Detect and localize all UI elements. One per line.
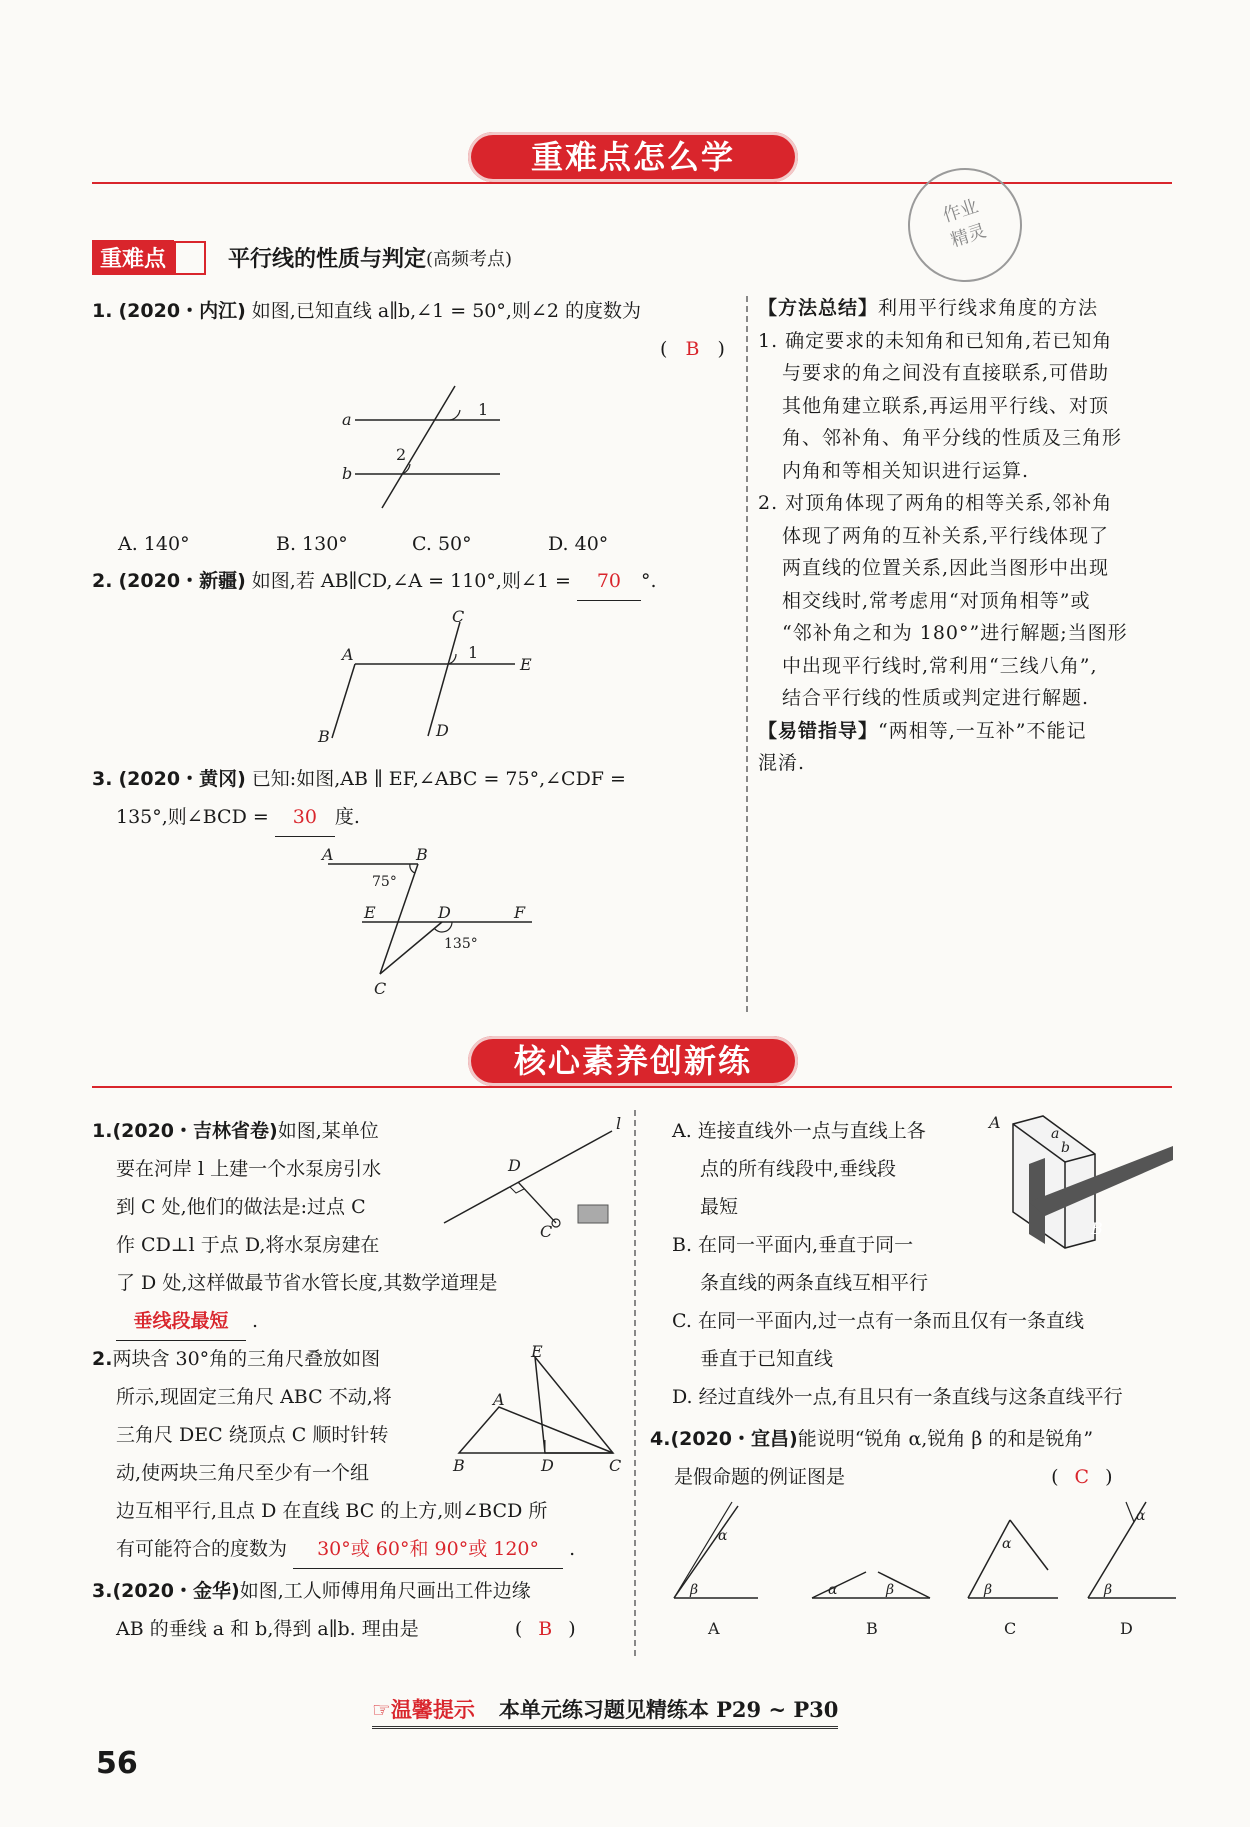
fig-opt-beta: β [1104, 1582, 1113, 1598]
fig-tri-e: E [531, 1345, 543, 1361]
p23-source: (2020・金华) [112, 1580, 240, 1602]
p22-num: 2. [92, 1348, 113, 1370]
fig3-ang2: 135° [444, 936, 478, 952]
fig-tri-d: D [541, 1456, 554, 1475]
p23-text2: AB 的垂线 a 和 b,得到 a∥b. 理由是 [116, 1618, 419, 1640]
problem1-option-b: B. 130° [276, 533, 348, 555]
problem1-option-d: D. 40° [548, 533, 609, 555]
fig-opt-label: D [1120, 1619, 1133, 1638]
figure-angle-options [668, 1498, 1178, 1648]
p23-option-line: A. 连接直线外一点与直线上各 [672, 1120, 926, 1142]
method-line: 两直线的位置关系,因此当图形中出现 [782, 557, 1110, 579]
fig2-c: C [452, 608, 465, 626]
p24-answer-wrap: ( C ) [1051, 1466, 1113, 1488]
p22-line: 两块含 30°角的三角尺叠放如图 [112, 1348, 381, 1370]
fig-opt-alpha: α [718, 1528, 728, 1544]
figure-parallel-ab [330, 380, 530, 510]
figure-square-ruler [985, 1112, 1175, 1272]
method-head-line [758, 292, 1178, 325]
p21-line: 作 CD⊥l 于点 D,将水泵房建在 [116, 1234, 380, 1256]
problem1-source: (2020・内江) [118, 300, 246, 322]
problem3-unit: 度. [334, 806, 360, 828]
page-number: 56 [96, 1746, 138, 1781]
topic-header [92, 240, 512, 275]
fig3-c: C [374, 979, 387, 998]
fig-opt-beta: β [886, 1582, 895, 1598]
section1-rule [92, 182, 1172, 184]
p24-text2: 是假命题的例证图是 [674, 1466, 846, 1488]
problem2-3 [92, 1572, 632, 1648]
p24-source: (2020・宜昌) [670, 1428, 798, 1450]
fig-sq-sb: b [1061, 1140, 1070, 1156]
figure-abc [310, 844, 540, 1004]
p24-num: 4. [650, 1428, 671, 1450]
p21-source: (2020・吉林省卷) [112, 1120, 278, 1142]
fig2-e: E [520, 655, 532, 674]
method-line: 2. 对顶角体现了两角的相等关系,邻补角 [758, 492, 1113, 514]
fig-opt-label: A [708, 1619, 720, 1638]
tip-label: 温馨提示 [390, 1698, 475, 1722]
problem1-options [118, 525, 718, 563]
p21-line: 要在河岸 l 上建一个水泵房引水 [116, 1158, 382, 1180]
problem2-4 [650, 1420, 1180, 1496]
problem3-num: 3. [92, 768, 113, 790]
tip-text: 本单元练习题见精练本 P29 ~ P30 [498, 1697, 839, 1722]
fig3-d: D [438, 903, 451, 922]
topic-title: 平行线的性质与判定 [228, 247, 427, 272]
p23-text: 如图,工人师傅用角尺画出工件边缘 [239, 1580, 531, 1602]
fig-river-c: C [540, 1222, 553, 1241]
fig1-one: 1 [478, 400, 489, 419]
p22-line: 边互相平行,且点 D 在直线 BC 的上方,则∠BCD 所 [116, 1500, 548, 1522]
problem2 [92, 562, 732, 601]
fig3-a: A [322, 845, 334, 864]
p23-option-line: 点的所有线段中,垂线段 [700, 1158, 897, 1180]
fig3-f: F [514, 903, 526, 922]
fig-river-l: l [616, 1115, 622, 1133]
fig2-one: 1 [468, 643, 479, 662]
fig2-a: A [342, 645, 354, 664]
p22-line: 所示,现固定三角尺 ABC 不动,将 [116, 1386, 392, 1408]
fig2-b: B [318, 727, 330, 746]
problem1-answer-value: B [685, 338, 700, 360]
method-line: 其他角建立联系,再运用平行线、对顶 [782, 394, 1110, 417]
problem1-text: 如图,已知直线 a∥b,∠1 = 50°,则∠2 的度数为 [251, 300, 641, 322]
method-summary [758, 292, 1178, 780]
section1-banner: 重难点怎么学 [468, 132, 798, 182]
fig-opt-label: C [1004, 1619, 1017, 1638]
method-line: 角、邻补角、角平分线的性质及三角形 [782, 427, 1123, 449]
problem1-option-c: C. 50° [412, 533, 472, 555]
fig1-a: a [342, 410, 352, 429]
column-divider-top [746, 296, 748, 1012]
fig3-b: B [416, 845, 428, 864]
problem2-num: 2. [92, 570, 113, 592]
method-line: 中出现平行线时,常利用“三线八角”, [782, 654, 1098, 677]
error-head: 【易错指导】 [758, 719, 879, 742]
fig1-two: 2 [396, 445, 407, 464]
fig-opt-alpha: α [1136, 1508, 1146, 1524]
p23-num: 3. [92, 1580, 113, 1602]
fig-opt-alpha: α [828, 1582, 838, 1598]
fig-river-d: D [508, 1156, 521, 1175]
topic-badge-box [174, 241, 206, 275]
tip-hand-icon: ☞ [372, 1698, 391, 1722]
p24-answer: C [1074, 1466, 1090, 1488]
problem2-source: (2020・新疆) [118, 570, 246, 592]
method-line: 1. 确定要求的未知角和已知角,若已知角 [758, 329, 1113, 352]
method-line: 内角和等相关知识进行运算. [782, 459, 1030, 482]
problem1-num: 1. [92, 300, 113, 322]
problem3-answer: 30 [275, 798, 335, 837]
p23-option-line: C. 在同一平面内,过一点有一条而且仅有一条直线 [672, 1310, 1084, 1332]
method-head: 【方法总结】 [758, 297, 879, 319]
fig-tri-c: C [609, 1456, 622, 1475]
stamp-line1: 作业 [940, 195, 981, 227]
fig-opt-alpha: α [1002, 1536, 1012, 1552]
p21-line: 到 C 处,他们的做法是:过点 C [116, 1196, 366, 1218]
topic-note: (高频考点) [426, 248, 513, 270]
method-line: “邻补角之和为 180°”进行解题;当图形 [782, 622, 1128, 644]
method-line: 与要求的角之间没有直接联系,可借助 [782, 362, 1110, 384]
problem3-source: (2020・黄冈) [118, 768, 246, 790]
p24-text: 能说明“锐角 α,锐角 β 的和是锐角” [797, 1428, 1094, 1450]
figure-river [440, 1115, 640, 1245]
problem1-option-a: A. 140° [118, 533, 190, 555]
error-text: “两相等,一互补”不能记 [878, 719, 1087, 742]
fig-opt-beta: β [690, 1582, 699, 1598]
fig-opt-beta: β [984, 1582, 993, 1598]
fig-opt-label: B [866, 1619, 878, 1638]
fig-tri-b: B [453, 1456, 465, 1475]
p22-line: 有可能符合的度数为 [116, 1538, 288, 1560]
problem2-1: 1.(2020・吉林省卷)如图,某单位 要在河岸 l 上建一个水泵房引水 到 C 处,他们的做法是:过点 C 作 CD⊥l 于点 D,将水泵房建在 了 D 处,这样做最节省水管长度,其数学道理是 垂线段最短 . [92, 1112, 622, 1341]
p23-option-line: D. 经过直线外一点,有且只有一条直线与这条直线平行 [672, 1386, 1123, 1408]
problem3-text2: 135°,则∠BCD = [116, 806, 269, 828]
method-line: 结合平行线的性质或判定进行解题. [782, 687, 1090, 709]
fig-sq-a: A [989, 1113, 1001, 1132]
topic-badge: 重难点 [92, 240, 174, 275]
problem2-answer: 70 [577, 562, 641, 601]
stamp-line2: 精灵 [948, 220, 989, 252]
fig-sq-sa: a [1051, 1126, 1060, 1142]
problem3-text: 已知:如图,AB ∥ EF,∠ABC = 75°,∠CDF = [251, 768, 626, 790]
method-head-text: 利用平行线求角度的方法 [878, 297, 1099, 319]
fig1-b: b [342, 464, 353, 483]
p21-line: 如图,某单位 [277, 1120, 379, 1142]
p23-option-line: B. 在同一平面内,垂直于同一 [672, 1234, 914, 1256]
error-line [758, 715, 1178, 748]
fig2-d: D [436, 721, 449, 740]
p21-line: 了 D 处,这样做最节省水管长度,其数学道理是 [116, 1272, 498, 1294]
error-line2: 混淆. [758, 752, 806, 774]
problem2-text: 如图,若 AB∥CD,∠A = 110°,则∠1 = [251, 570, 571, 592]
problem2-unit: °. [640, 570, 657, 592]
p23-answer: B [538, 1618, 553, 1640]
method-line: 体现了两角的互补关系,平行线体现了 [782, 524, 1110, 547]
p23-option-line: 垂直于已知直线 [700, 1348, 834, 1370]
section2-banner: 核心素养创新练 [468, 1036, 798, 1086]
section2-rule [92, 1086, 1172, 1088]
p23-option-line: 最短 [700, 1196, 739, 1218]
figure-parallel-cd [310, 608, 540, 748]
footer-tip [372, 1694, 838, 1729]
p22-line: 动,使两块三角尺至少有一个组 [116, 1462, 370, 1484]
problem1 [92, 292, 732, 330]
p23-option-line: 条直线的两条直线互相平行 [700, 1272, 929, 1294]
p22-answer: 30°或 60°和 90°或 120° [293, 1530, 563, 1569]
p23-answer-wrap: ( B ) [514, 1618, 576, 1640]
fig-tri-a: A [493, 1390, 505, 1409]
problem2-2: 2.两块含 30°角的三角尺叠放如图 所示,现固定三角尺 ABC 不动,将 三角尺 DEC 绕顶点 C 顺时针转 动,使两块三角尺至少有一个组 边互相平行,且点 D 在直线 BC 的上方,则∠BCD 所 有可能符合的度数为 30°或 60°和 90°或 120° . [92, 1340, 632, 1569]
fig3-ang1: 75° [372, 874, 397, 890]
p21-answer: 垂线段最短 [116, 1302, 246, 1341]
problem1-answer: ( B ) [660, 338, 725, 360]
figure-triangles [445, 1345, 630, 1475]
p21-num: 1. [92, 1120, 113, 1142]
fig-sq-b: B [1091, 1219, 1103, 1238]
fig3-e: E [364, 903, 376, 922]
stamp [893, 153, 1037, 297]
method-line: 相交线时,常考虑用“对顶角相等”或 [782, 589, 1091, 612]
problem3 [92, 760, 732, 837]
p22-line: 三角尺 DEC 绕顶点 C 顺时针转 [116, 1424, 389, 1446]
